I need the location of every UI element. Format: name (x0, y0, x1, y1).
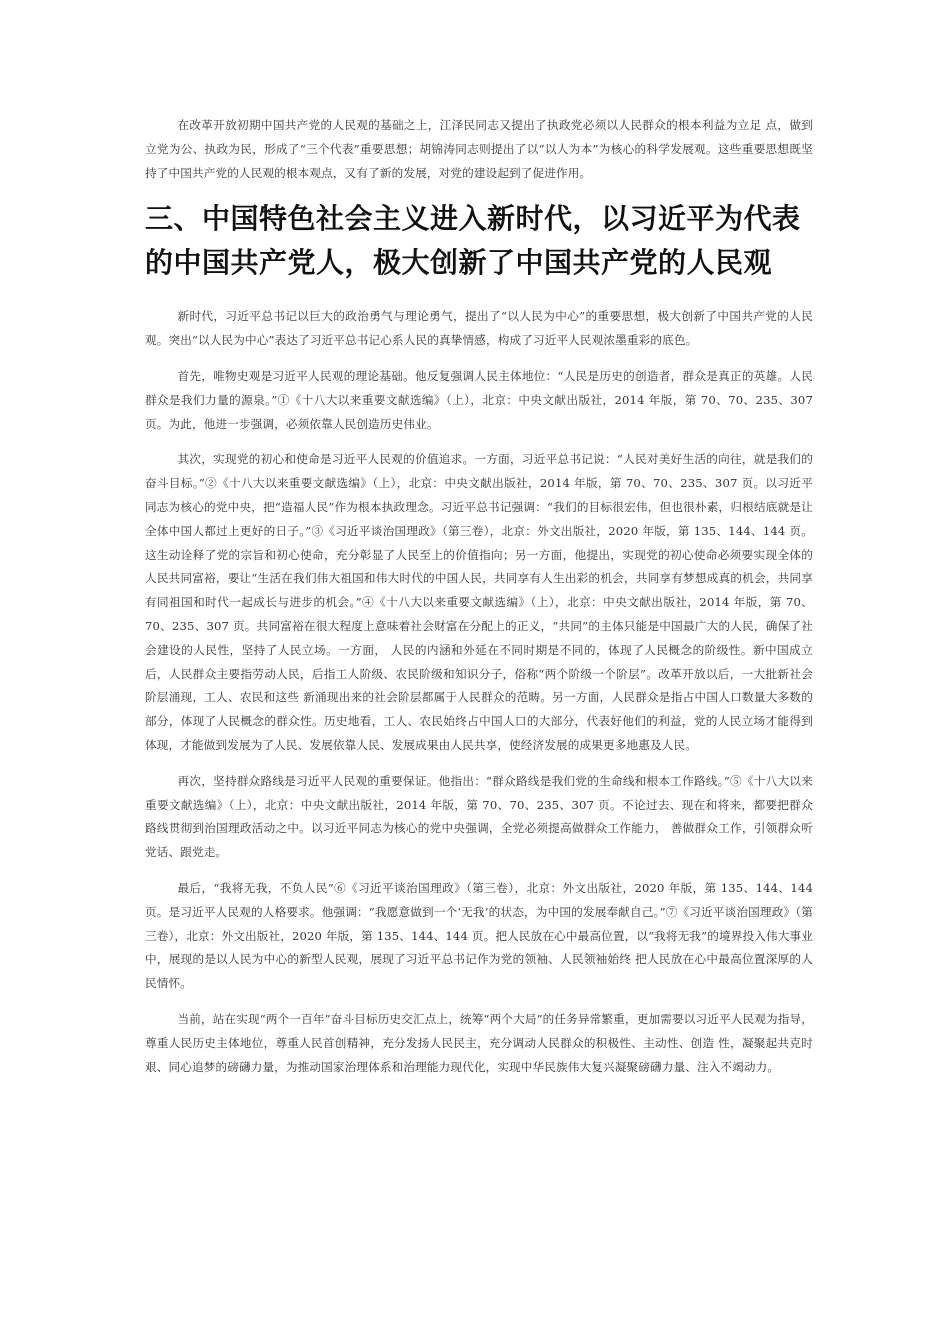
paragraph-first: 首先，唯物史观是习近平人民观的理论基础。他反复强调人民主体地位：“人民是历史的创造者，群众是真正的英雄。人民群众是我们力量的源泉。”①《十八大以来重要文献选编》（上），北京：中央文献出版社，2014 年版，第 70、70、235、307 页。为此，他进一步强调，必须依靠人民创造历史伟业。 (145, 368, 813, 431)
section-heading: 三、中国特色社会主义进入新时代，以习近平为代表的中国共产党人，极大创新了中国共产党的人民观 (145, 202, 801, 280)
paragraph-conclusion: 当前，站在实现“两个一百年”奋斗目标历史交汇点上，统筹“两个大局”的任务异常繁重，更加需要以习近平人民观为指导，尊重人民历史主体地位，尊重人民首创精神，充分发扬人民民主，充分调动人民群众的积极性、主动性、创造 性，凝聚起共克时艰、同心追梦的磅礴力量，为推动国家治理体系和治理能力现代化，实现中华民族伟大复兴凝聚磅礴力量、注入不竭动力。 (145, 1011, 813, 1074)
intro-paragraph: 在改革开放初期中国共产党的人民观的基础之上，江泽民同志又提出了执政党必须以人民群众的根本利益为立足 点，做到立党为公、执政为民，形成了“三个代表”重要思想；胡锦涛同志则提出了以“以人为本”为核心的科学发展观。这些重要思想既坚持了中国共产党的人民观的根本观点，又有了新的发展，对党的建设起到了促进作用。 (145, 118, 813, 180)
paragraph-last: 最后，“我将无我，不负人民”⑥《习近平谈治国理政》（第三卷），北京：外文出版社，2020 年版，第 135、144、144 页。是习近平人民观的人格要求。他强调：“我愿意做到一个‘无我’的状态，为中国的发展奉献自己。”⑦《习近平谈治国理政》（第三卷），北京：外文出版社，2020 年版，第 135、144、144 页。把人民放在心中最高位置，以“我将无我”的境界投入伟大事业中，展现的是以人民为中心的新型人民观，展现了习近平总书记作为党的领袖、人民领袖始终 把人民放在心中最高位置深厚的人民情怀。 (145, 880, 813, 991)
paragraph-second: 其次，实现党的初心和使命是习近平人民观的价值追求。一方面，习近平总书记说：“人民对美好生活的向往，就是我们的奋斗目标。”②《十八大以来重要文献选编》（上），北京：中央文献出版社，2014 年版，第 70、70、235、307 页。以习近平同志为核心的党中央，把“造福人民”作为根本执政理念。习近平总书记强调：“我们的目标很宏伟，但也很朴素，归根结底就是让全体中国人都过上更好的日子。”③《习近平谈治国理政》（第三卷），北京：外文出版社，2020 年版，第 135、144、144 页。这生动诠释了党的宗旨和初心使命，充分彰显了人民至上的价值指向；另一方面，他提出，实现党的初心使命必须要实现全体的人民共同富裕，要让“生活在我们伟大祖国和伟大时代的中国人民，共同享有人生出彩的机会，共同享有梦想成真的机会，共同享有同祖国和时代一起成长与进步的机会。”④《十八大以来重要文献选编》（上），北京：中央文献出版社，2014 年版，第 70、70、235、307 页。共同富裕在很大程度上意味着社会财富在分配上的正义，“共同”的主体只能是中国最广大的人民，确保了社会建设的人民性，坚持了人民立场。一方面， 人民的内涵和外延在不同时期是不同的，体现了人民概念的阶级性。新中国成立后，人民群众主要指劳动人民，后指工人阶级、农民阶级和知识分子，俗称“两个阶级一个阶层”。改革开放以后，一大批新社会阶层涌现，工人、农民和这些 新涌现出来的社会阶层都属于人民群众的范畴。另一方面，人民群众是指占中国人口数量大多数的部分，体现了人民概念的群众性。历史地看，工人、农民始终占中国人口的大部分，代表好他们的利益，党的人民立场才能得到体现，才能做到发展为了人民、发展依靠人民、发展成果由人民共享，使经济发展的成果更多地惠及人民。 (145, 452, 813, 752)
paragraph-third: 再次，坚持群众路线是习近平人民观的重要保证。他指出：“群众路线是我们党的生命线和根本工作路线。”⑤《十八大以来重要文献选编》（上），北京：中央文献出版社，2014 年版，第 70、70、235、307 页。不论过去、现在和将来，都要把群众路线贯彻到治国理政活动之中。以习近平同志为核心的党中央强调，全党必须提高做群众工作能力， 善做群众工作，引领群众听党话、跟党走。 (145, 773, 813, 860)
document-body (145, 114, 813, 1091)
paragraph-new-era: 新时代，习近平总书记以巨大的政治勇气与理论勇气，提出了“以人民为中心”的重要思想，极大创新了中国共产党的人民观。突出“以人民为中心”表达了习近平总书记心系人民的真挚情感，构成了习近平人民观浓墨重彩的底色。 (145, 309, 813, 348)
